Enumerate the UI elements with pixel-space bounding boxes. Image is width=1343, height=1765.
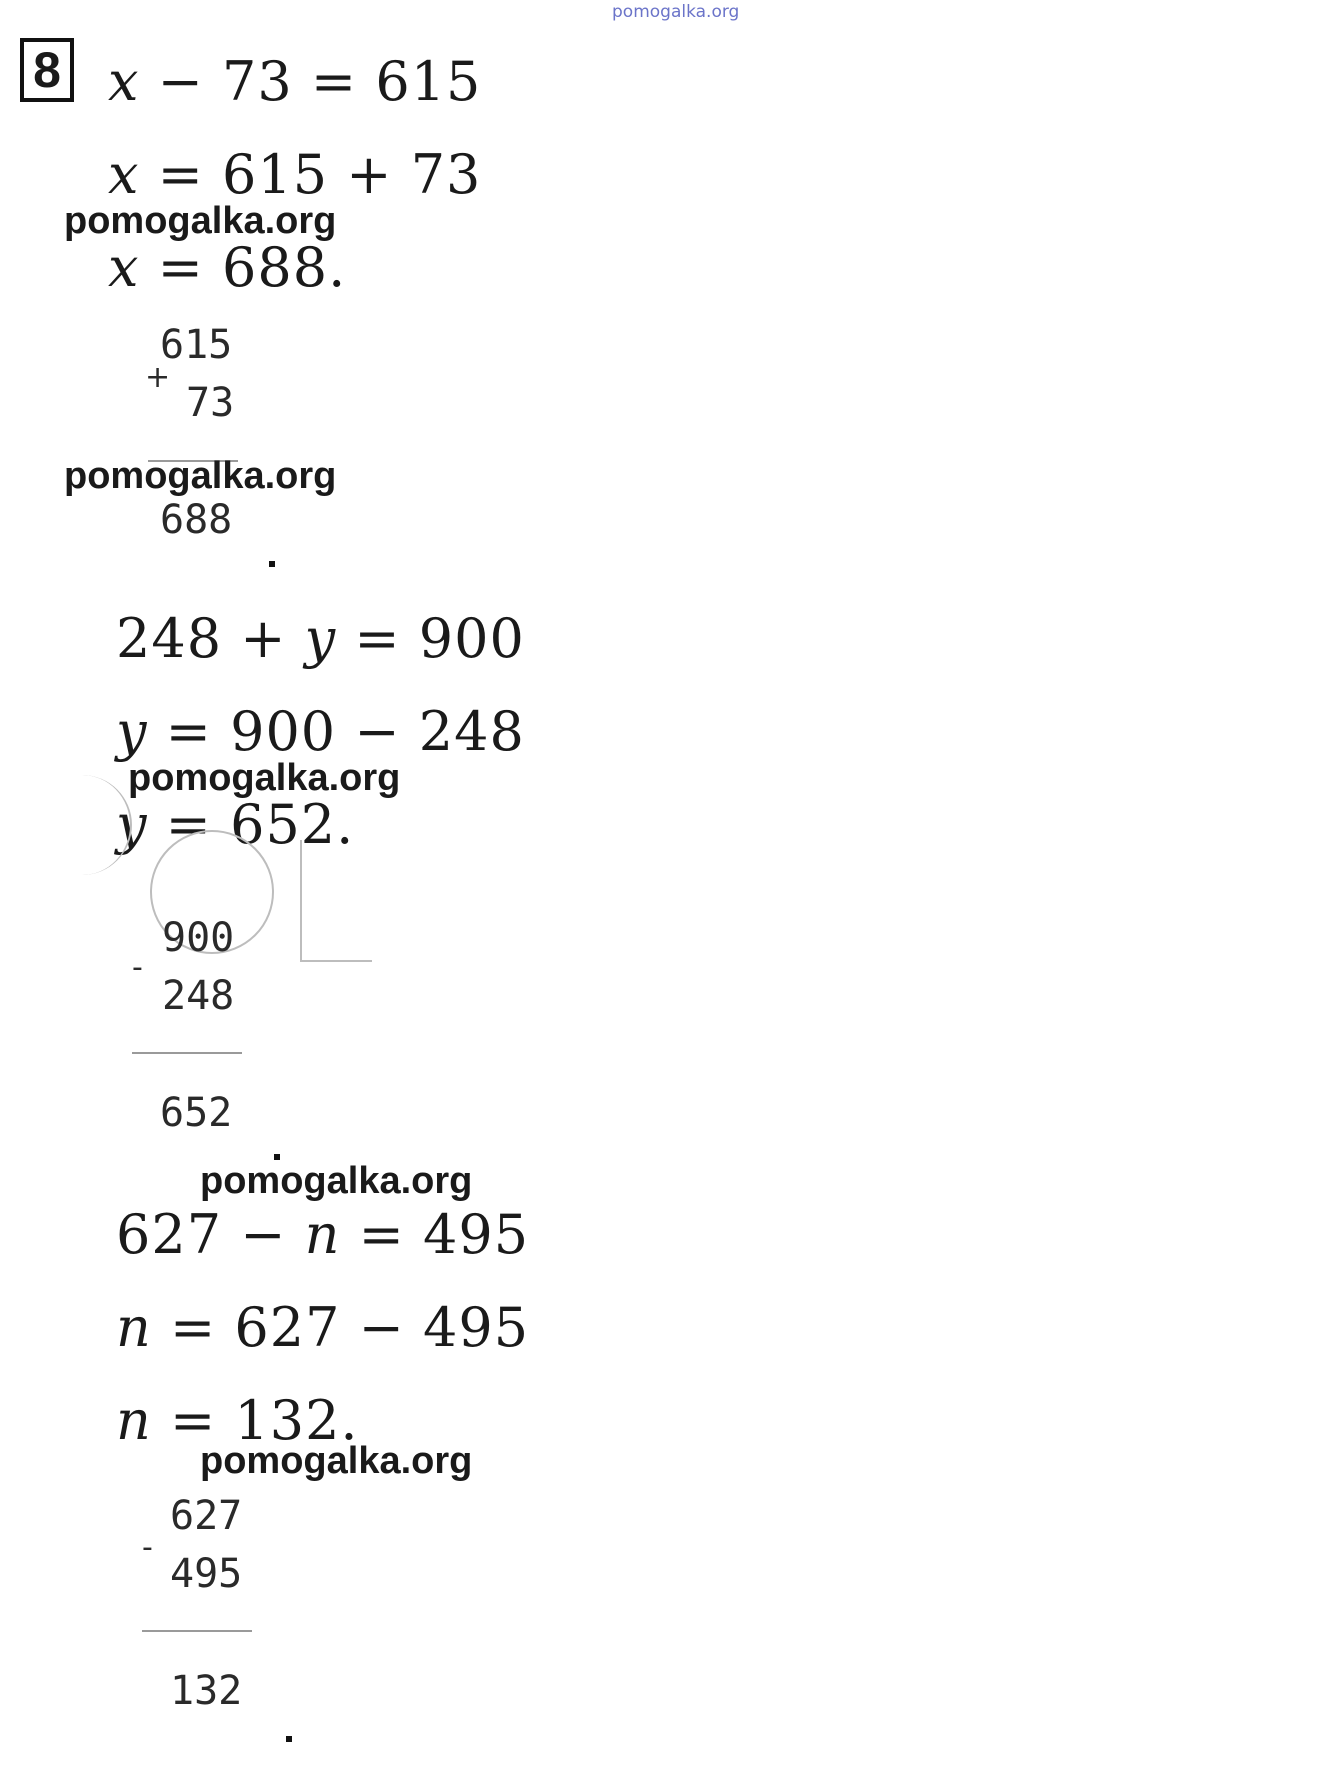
equation-text: = 615 + 73: [139, 143, 482, 206]
variable: n: [116, 1389, 152, 1452]
task-number-box: 8: [20, 38, 74, 102]
column-2-bottom: 248: [162, 973, 235, 1019]
watermark-3: pomogalka.org: [128, 757, 401, 799]
equation-text: = 495: [340, 1203, 530, 1266]
column-2-sign: -: [132, 950, 143, 985]
equation-2-line-1: [116, 607, 525, 670]
column-3-rule: [142, 1630, 252, 1632]
equation-text: 248 +: [116, 607, 305, 670]
column-2-rule: [132, 1052, 242, 1054]
equation-2-line-2: [116, 700, 525, 763]
watermark-4: pomogalka.org: [200, 1160, 473, 1202]
variable: y: [116, 793, 148, 856]
variable: x: [108, 143, 140, 206]
variable: n: [304, 1203, 341, 1266]
top-watermark: pomogalka.org: [612, 2, 740, 22]
column-2-top: 900: [162, 915, 235, 961]
column-3-result: 132: [170, 1668, 243, 1714]
background-mark: [70, 775, 132, 875]
equation-1-line-3: [108, 236, 346, 299]
column-2-result: 652: [160, 1090, 233, 1136]
background-mark: [300, 840, 372, 962]
column-3-sign: -: [142, 1530, 153, 1565]
variable: n: [116, 1296, 152, 1359]
column-1-bottom: 73: [186, 380, 235, 426]
watermark-2: pomogalka.org: [64, 455, 337, 497]
dot: [269, 561, 275, 567]
equation-3-line-1: [116, 1203, 529, 1266]
column-3-bottom: 495: [170, 1551, 243, 1597]
column-1-top: 615: [160, 322, 233, 368]
variable: x: [108, 50, 140, 113]
column-1-sign: +: [145, 360, 171, 395]
equation-text: − 73 = 615: [139, 50, 482, 113]
column-3-top: 627: [170, 1493, 243, 1539]
watermark-5: pomogalka.org: [200, 1440, 473, 1482]
variable: x: [108, 236, 140, 299]
equation-text: = 627 − 495: [151, 1296, 530, 1359]
equation-3-line-2: [116, 1296, 529, 1359]
equation-text: = 900 − 248: [147, 700, 525, 763]
equation-1-line-2: [108, 143, 481, 206]
equation-text: = 132.: [151, 1389, 359, 1452]
equation-text: = 652.: [147, 793, 355, 856]
equation-text: = 688.: [139, 236, 347, 299]
equation-text: = 900: [336, 607, 525, 670]
equation-text: 627 −: [116, 1203, 305, 1266]
column-1-result: 688: [160, 497, 233, 543]
dot: [286, 1736, 292, 1742]
equation-1-line-1: [108, 50, 481, 113]
variable: y: [116, 700, 148, 763]
watermark-1: pomogalka.org: [64, 200, 337, 242]
variable: y: [304, 607, 337, 670]
